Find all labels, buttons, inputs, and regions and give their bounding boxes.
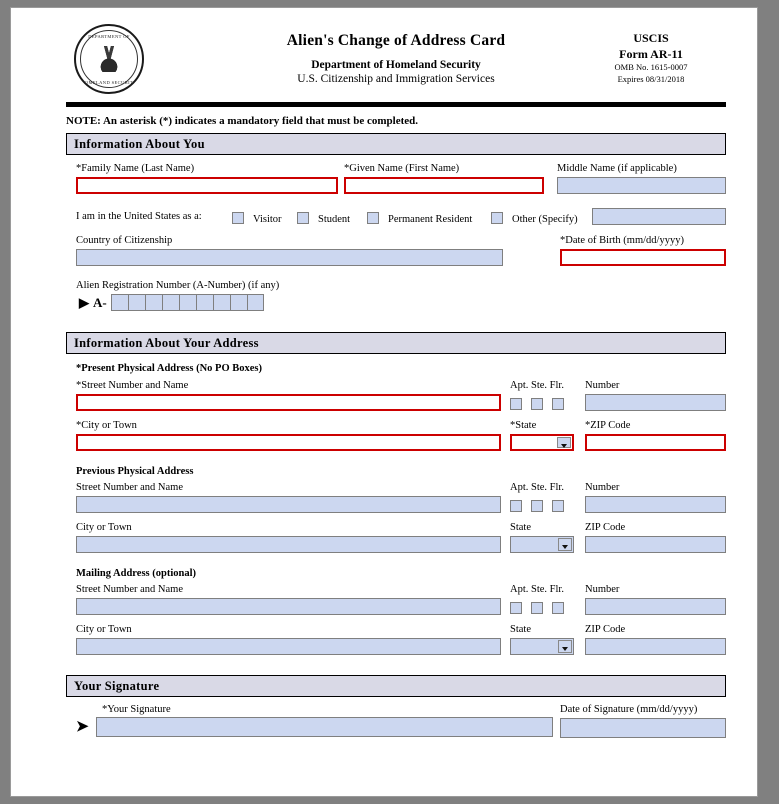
present-apt-label: Apt. Ste. Flr.: [510, 380, 564, 391]
section-heading-your-signature: Your Signature: [66, 675, 726, 697]
mailing-city-label: City or Town: [76, 624, 132, 635]
date-of-birth-input[interactable]: [560, 249, 726, 266]
alien-number-digit[interactable]: [230, 294, 247, 311]
checkbox-mailing-ste[interactable]: [531, 602, 543, 614]
previous-state-select[interactable]: [510, 536, 574, 553]
present-zip-label: *ZIP Code: [585, 420, 631, 431]
country-of-citizenship-label: Country of Citizenship: [76, 235, 173, 246]
right-triangle-icon: ▶: [79, 295, 89, 310]
mailing-street-input[interactable]: [76, 598, 501, 615]
form-meta: [576, 30, 726, 85]
chevron-down-icon[interactable]: [557, 437, 571, 448]
country-of-citizenship-input[interactable]: [76, 249, 503, 266]
chevron-down-icon[interactable]: [558, 640, 572, 653]
family-name-input[interactable]: [76, 177, 338, 194]
mailing-address-heading: Mailing Address (optional): [76, 568, 196, 579]
checkbox-other[interactable]: [491, 212, 503, 224]
mandatory-field-note: NOTE: An asterisk (*) indicates a mandatory field that must be completed.: [66, 115, 418, 127]
previous-number-label: Number: [585, 482, 620, 493]
previous-street-label: Street Number and Name: [76, 482, 184, 493]
alien-number-digit[interactable]: [128, 294, 145, 311]
previous-street-input[interactable]: [76, 496, 501, 513]
right-arrow-icon: ➤: [76, 718, 89, 735]
previous-state-label: State: [510, 522, 531, 533]
previous-address-heading: Previous Physical Address: [76, 466, 194, 477]
mailing-zip-label: ZIP Code: [585, 624, 626, 635]
previous-city-label: City or Town: [76, 522, 132, 533]
previous-city-input[interactable]: [76, 536, 501, 553]
section-heading-your-address: Information About Your Address: [66, 332, 726, 354]
mailing-apt-label: Apt. Ste. Flr.: [510, 584, 564, 595]
chevron-down-icon[interactable]: [558, 538, 572, 551]
alien-number-digit[interactable]: [247, 294, 264, 311]
present-address-heading: *Present Physical Address (No PO Boxes): [76, 363, 262, 374]
alien-number-label: Alien Registration Number (A-Number) (if any): [76, 280, 280, 291]
form-number: Form AR-11: [619, 47, 683, 62]
present-state-label: *State: [510, 420, 537, 431]
seal-text-top: DEPARTMENT OF: [88, 34, 130, 39]
date-of-birth-label: *Date of Birth (mm/dd/yyyy): [560, 235, 684, 246]
alien-number-digit[interactable]: [179, 294, 196, 311]
alien-number-digit[interactable]: [213, 294, 230, 311]
present-street-label: *Street Number and Name: [76, 380, 189, 391]
omb-number: OMB No. 1615-0007: [614, 62, 688, 73]
alien-number-digit[interactable]: [196, 294, 213, 311]
present-number-input[interactable]: [585, 394, 726, 411]
mailing-zip-input[interactable]: [585, 638, 726, 655]
present-street-input[interactable]: [76, 394, 501, 411]
expiration-date: Expires 08/31/2018: [617, 73, 685, 84]
previous-zip-input[interactable]: [585, 536, 726, 553]
form-content: [66, 18, 726, 747]
agency-name: Department of Homeland Security: [311, 59, 481, 71]
signature-date-input[interactable]: [560, 718, 726, 738]
checkbox-present-apt[interactable]: [510, 398, 522, 410]
checkbox-previous-ste[interactable]: [531, 500, 543, 512]
signature-date-label: Date of Signature (mm/dd/yyyy): [560, 704, 698, 715]
header-divider: [66, 102, 726, 107]
checkbox-visitor[interactable]: [232, 212, 244, 224]
page-title: Alien's Change of Address Card: [286, 32, 506, 49]
checkbox-other-label: Other (Specify): [512, 214, 578, 225]
present-zip-input[interactable]: [585, 434, 726, 451]
mailing-state-select[interactable]: [510, 638, 574, 655]
previous-apt-label: Apt. Ste. Flr.: [510, 482, 564, 493]
form-header: [66, 18, 726, 96]
status-label: I am in the United States as a:: [76, 211, 202, 222]
mailing-number-input[interactable]: [585, 598, 726, 615]
other-specify-input[interactable]: [592, 208, 726, 225]
mailing-number-label: Number: [585, 584, 620, 595]
seal-text-bottom: HOMELAND SECURITY: [81, 80, 137, 85]
checkbox-permanent-resident-label: Permanent Resident: [388, 214, 473, 225]
checkbox-previous-flr[interactable]: [552, 500, 564, 512]
checkbox-mailing-flr[interactable]: [552, 602, 564, 614]
mailing-street-label: Street Number and Name: [76, 584, 184, 595]
dhs-seal-icon: [74, 24, 144, 94]
alien-number-input[interactable]: [111, 294, 264, 311]
mailing-city-input[interactable]: [76, 638, 501, 655]
subagency-name: U.S. Citizenship and Immigration Services: [297, 73, 495, 85]
given-name-input[interactable]: [344, 177, 544, 194]
middle-name-label: Middle Name (if applicable): [557, 163, 677, 174]
present-number-label: Number: [585, 380, 620, 391]
mailing-state-label: State: [510, 624, 531, 635]
checkbox-visitor-label: Visitor: [253, 214, 282, 225]
checkbox-student[interactable]: [297, 212, 309, 224]
given-name-label: *Given Name (First Name): [344, 163, 460, 174]
alien-number-digit[interactable]: [111, 294, 128, 311]
signature-label: *Your Signature: [102, 704, 171, 715]
checkbox-student-label: Student: [318, 214, 351, 225]
family-name-label: *Family Name (Last Name): [76, 163, 195, 174]
checkbox-mailing-apt[interactable]: [510, 602, 522, 614]
present-city-input[interactable]: [76, 434, 501, 451]
checkbox-present-ste[interactable]: [531, 398, 543, 410]
checkbox-previous-apt[interactable]: [510, 500, 522, 512]
form-page: [11, 8, 757, 796]
previous-number-input[interactable]: [585, 496, 726, 513]
middle-name-input[interactable]: [557, 177, 726, 194]
previous-zip-label: ZIP Code: [585, 522, 626, 533]
section-heading-about-you: Information About You: [66, 133, 726, 155]
uscis-label: USCIS: [633, 31, 669, 45]
alien-number-digit[interactable]: [162, 294, 179, 311]
checkbox-permanent-resident[interactable]: [367, 212, 379, 224]
alien-number-prefix: A-: [93, 294, 107, 310]
signature-input[interactable]: [96, 717, 553, 737]
present-state-select[interactable]: [510, 434, 574, 451]
checkbox-present-flr[interactable]: [552, 398, 564, 410]
alien-number-digit[interactable]: [145, 294, 162, 311]
present-city-label: *City or Town: [76, 420, 137, 431]
